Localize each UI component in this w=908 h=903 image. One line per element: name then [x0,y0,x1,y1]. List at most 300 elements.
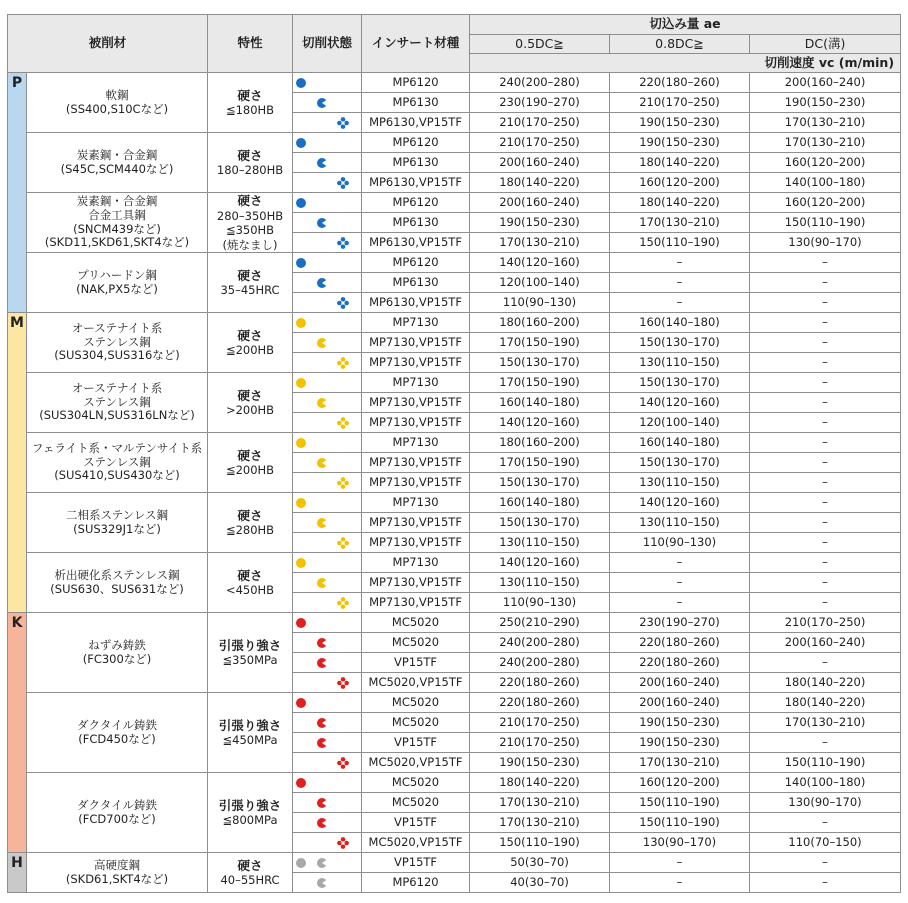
condition-icons [293,793,361,812]
cutting-speed-value: – [750,553,901,573]
text-line: (焼なまし) [222,237,278,252]
cutting-condition [293,533,362,553]
insert-grade: MP7130,VP15TF [362,533,470,553]
header-material: 被削材 [8,15,208,73]
cutting-speed-value: 140(120–160) [470,413,610,433]
insert-grade: VP15TF [362,813,470,833]
full-slot-icon [295,137,307,149]
condition-icons [293,413,361,432]
cutting-speed-value: 220(180–260) [610,633,750,653]
cutting-condition [293,733,362,753]
cutting-condition [293,253,362,273]
cutting-condition [293,493,362,513]
cutting-speed-value: 170(130–210) [610,753,750,773]
insert-grade: MP6120 [362,133,470,153]
work-material [27,773,208,853]
text-line: 硬さ [237,147,263,163]
insert-grade: MP7130 [362,553,470,573]
full-slot-icon [295,697,307,709]
text-line: ≦180HB [225,103,275,118]
text-line: 硬さ [237,267,263,283]
cutting-speed-value: 240(200–280) [470,73,610,93]
cutting-speed-value: – [610,853,750,873]
text-line: ≦200HB [225,463,275,478]
cutting-condition [293,393,362,413]
cutting-speed-value: 110(90–130) [610,533,750,553]
cutting-speed-value: 200(160–240) [470,153,610,173]
cutting-speed-value: 150(130–170) [610,333,750,353]
material-property [208,613,293,693]
table-row [8,193,901,213]
work-material [27,313,208,373]
work-material [27,373,208,433]
condition-icons [293,113,361,132]
text-line: 引張り強さ [218,637,282,653]
cutting-speed-value: 130(110–150) [470,573,610,593]
insert-grade: MC5020 [362,773,470,793]
text-line: ≦450MPa [222,733,278,748]
cutting-speed-value: 170(130–210) [470,793,610,813]
insert-grade: MP7130,VP15TF [362,353,470,373]
cutting-speed-value: 160(120–200) [750,153,901,173]
text-line: >200HB [225,403,275,418]
cutting-speed-value: 240(200–280) [470,653,610,673]
work-material [27,133,208,193]
condition-icons [293,633,361,652]
full-slot-icon [295,557,307,569]
text-line: 硬さ [237,857,263,873]
cutting-condition [293,513,362,533]
cutting-speed-value: 180(140–220) [470,173,610,193]
full-slot-icon [295,197,307,209]
cutting-condition [293,93,362,113]
side-milling-icon [316,657,328,669]
text-line: 硬さ [237,327,263,343]
text-line: ステンレス鋼 [83,334,151,349]
header-depth-col: 0.8DC≧ [610,35,750,54]
text-line: 硬さ [237,507,263,523]
cutting-speed-value: 180(140–220) [470,773,610,793]
interrupted-cut-icon [337,417,349,429]
cutting-speed-value: 170(130–210) [610,213,750,233]
insert-grade: MC5020 [362,633,470,653]
condition-icons [293,833,361,852]
condition-icons [293,293,361,312]
text-line: ねずみ鋳鉄 [88,637,146,652]
cutting-speed-value: – [610,573,750,593]
condition-icons [293,133,361,152]
text-line: オーステナイト系 [71,380,163,395]
cutting-condition [293,453,362,473]
cutting-speed-value: 160(120–200) [610,173,750,193]
cutting-speed-value: 200(160–240) [750,73,901,93]
cutting-condition [293,193,362,213]
cutting-speed-value: – [750,573,901,593]
table-row [8,773,901,793]
text-line: (SKD11,SKD61,SKT4など) [44,235,190,250]
text-line: ≦280HB [225,523,275,538]
condition-icons [293,393,361,412]
interrupted-cut-icon [337,677,349,689]
cutting-speed-value: 130(110–150) [470,533,610,553]
text-line: 35–45HRC [220,283,280,298]
table-row [8,433,901,453]
condition-icons [293,493,361,512]
material-group-H: H [8,853,27,893]
insert-grade: MP6130 [362,273,470,293]
side-milling-icon [316,737,328,749]
condition-icons [293,813,361,832]
cutting-speed-value: – [750,353,901,373]
cutting-speed-value: 140(100–180) [750,173,901,193]
cutting-speed-value: 170(130–210) [470,233,610,253]
cutting-speed-value: – [750,273,901,293]
condition-icons [293,173,361,192]
text-line: 280–350HB [216,208,284,223]
work-material [27,253,208,313]
insert-grade: MP6120 [362,873,470,893]
table-row [8,133,901,153]
condition-icons [293,353,361,372]
cutting-speed-value: 130(90–170) [610,833,750,853]
cutting-speed-value: 170(130–210) [750,713,901,733]
header-insert: インサート材種 [362,15,470,73]
cutting-speed-value: 120(100–140) [470,273,610,293]
work-material [27,193,208,253]
cutting-speed-value: 190(150–230) [750,93,901,113]
text-line: 炭素鋼・合金鋼 [76,193,158,208]
text-line: 硬さ [237,193,263,209]
cutting-speed-value: – [610,253,750,273]
text-line: ダクタイル鋳鉄 [76,717,158,732]
cutting-speed-value: – [750,313,901,333]
cutting-speed-value: – [750,513,901,533]
cutting-condition [293,433,362,453]
text-line: フェライト系・マルテンサイト系 [31,440,203,455]
cutting-speed-value: 150(110–190) [610,233,750,253]
cutting-speed-value: 220(180–260) [470,693,610,713]
condition-icons [293,873,361,892]
cutting-condition [293,593,362,613]
insert-grade: MP7130 [362,313,470,333]
cutting-speed-value: 150(130–170) [470,473,610,493]
side-milling-icon [316,877,328,889]
text-line: (FCD700など) [78,811,156,826]
cutting-condition [293,273,362,293]
insert-grade: MP6130,VP15TF [362,233,470,253]
condition-icons [293,253,361,272]
side-milling-icon [316,797,328,809]
condition-icons [293,653,361,672]
insert-grade: MP7130,VP15TF [362,453,470,473]
insert-grade: MP6130,VP15TF [362,173,470,193]
cutting-speed-value: 170(150–190) [470,453,610,473]
cutting-speed-value: 150(110–190) [750,753,901,773]
material-property [208,773,293,853]
cutting-condition [293,713,362,733]
cutting-speed-value: 40(30–70) [470,873,610,893]
insert-grade: VP15TF [362,853,470,873]
text-line: ステンレス鋼 [83,454,151,469]
cutting-speed-value: 140(100–180) [750,773,901,793]
cutting-speed-value: 170(150–190) [470,333,610,353]
insert-grade: MP7130,VP15TF [362,593,470,613]
insert-grade: MP6120 [362,193,470,213]
cutting-conditions-table [7,14,901,893]
cutting-condition [293,333,362,353]
cutting-speed-value: 200(160–240) [750,633,901,653]
interrupted-cut-icon [337,177,349,189]
insert-grade: MC5020,VP15TF [362,833,470,853]
insert-grade: MP6120 [362,73,470,93]
work-material [27,693,208,773]
condition-icons [293,93,361,112]
cutting-condition [293,753,362,773]
condition-icons [293,73,361,92]
text-line: (SUS304LN,SUS316LNなど) [39,408,195,423]
text-line: (SS400,S10Cなど) [65,101,169,116]
cutting-speed-value: 170(130–210) [470,813,610,833]
insert-grade: MP7130,VP15TF [362,573,470,593]
header-condition: 切削状態 [293,15,362,73]
table-row [8,613,901,633]
cutting-speed-value: – [750,433,901,453]
cutting-speed-value: – [750,493,901,513]
insert-grade: VP15TF [362,653,470,673]
text-line: ダクタイル鋳鉄 [76,797,158,812]
material-property [208,133,293,193]
text-line: 二相系ステンレス鋼 [65,507,169,522]
material-property [208,73,293,133]
cutting-speed-value: – [750,393,901,413]
text-line: (NAK,PX5など) [76,281,158,296]
table-row [8,853,901,873]
cutting-speed-value: 240(200–280) [470,633,610,653]
full-slot-icon [295,377,307,389]
text-line: 硬さ [237,87,263,103]
cutting-condition [293,873,362,893]
cutting-speed-value: 200(160–240) [470,193,610,213]
cutting-speed-value: – [750,373,901,393]
insert-grade: MP7130,VP15TF [362,473,470,493]
text-line: 軟鋼 [105,87,129,102]
cutting-speed-value: 160(140–180) [470,393,610,413]
cutting-speed-value: 170(130–210) [750,133,901,153]
insert-grade: MP6130 [362,153,470,173]
cutting-speed-value: – [750,813,901,833]
material-property [208,493,293,553]
interrupted-cut-icon [337,597,349,609]
header-depth-group: 切込み量 ae [470,15,901,35]
cutting-condition [293,793,362,813]
material-group-K: K [8,613,27,853]
side-milling-icon [316,717,328,729]
cutting-speed-value: 160(140–180) [610,433,750,453]
table-row [8,553,901,573]
text-line: ≦800MPa [222,813,278,828]
cutting-speed-value: 220(180–260) [470,673,610,693]
cutting-condition [293,413,362,433]
cutting-speed-value: 180(160–200) [470,313,610,333]
full-slot-icon [295,437,307,449]
cutting-speed-value: 210(170–250) [750,613,901,633]
table-row [8,73,901,93]
text-line: (S45C,SCM440など) [60,161,174,176]
work-material [27,853,208,893]
cutting-condition [293,353,362,373]
insert-grade: MC5020 [362,693,470,713]
text-line: ステンレス鋼 [83,394,151,409]
insert-grade: MP6130 [362,213,470,233]
interrupted-cut-icon [337,537,349,549]
condition-icons [293,273,361,292]
cutting-speed-value: 50(30–70) [470,853,610,873]
cutting-speed-value: 170(150–190) [470,373,610,393]
side-milling-icon [316,517,328,529]
cutting-speed-value: 210(170–250) [470,113,610,133]
cutting-speed-value: 120(100–140) [610,413,750,433]
insert-grade: MP7130,VP15TF [362,393,470,413]
text-line: 40–55HRC [220,873,280,888]
cutting-speed-value: 130(90–170) [750,793,901,813]
insert-grade: MC5020 [362,713,470,733]
text-line: (SUS410,SUS430など) [54,468,180,483]
cutting-speed-value: 190(150–230) [610,133,750,153]
text-line: 180–280HB [216,163,284,178]
cutting-condition [293,133,362,153]
insert-grade: MP6120 [362,253,470,273]
side-milling-icon [316,157,328,169]
work-material [27,553,208,613]
cutting-speed-value: 130(110–150) [610,513,750,533]
work-material [27,433,208,493]
cutting-condition [293,773,362,793]
material-property [208,313,293,373]
side-milling-icon [316,577,328,589]
cutting-speed-value: 160(120–200) [610,773,750,793]
cutting-condition [293,553,362,573]
cutting-speed-value: – [750,253,901,273]
cutting-speed-value: – [610,873,750,893]
insert-grade: MP7130,VP15TF [362,333,470,353]
condition-icons [293,673,361,692]
cutting-speed-value: 150(110–190) [610,793,750,813]
cutting-speed-value: – [750,873,901,893]
cutting-condition [293,233,362,253]
text-line: 硬さ [237,447,263,463]
cutting-speed-value: 110(90–130) [470,293,610,313]
interrupted-cut-icon [337,477,349,489]
cutting-speed-value: 150(130–170) [470,353,610,373]
material-group-M: M [8,313,27,613]
cutting-speed-value: 230(190–270) [610,613,750,633]
side-milling-icon [316,97,328,109]
material-property [208,433,293,493]
cutting-speed-value: 190(150–230) [470,753,610,773]
cutting-speed-value: 180(140–220) [610,193,750,213]
cutting-speed-value: 210(170–250) [470,733,610,753]
cutting-speed-value: 220(180–260) [610,653,750,673]
cutting-condition [293,673,362,693]
material-property [208,553,293,613]
cutting-speed-value: – [610,553,750,573]
insert-grade: VP15TF [362,733,470,753]
condition-icons [293,213,361,232]
condition-icons [293,313,361,332]
table-row [8,693,901,713]
full-slot-icon [295,857,307,869]
condition-icons [293,333,361,352]
text-line: <450HB [225,583,275,598]
condition-icons [293,773,361,792]
text-line: (SUS630、SUS631など) [50,581,184,596]
cutting-speed-value: 180(140–220) [610,153,750,173]
cutting-condition [293,813,362,833]
condition-icons [293,853,361,872]
cutting-speed-value: 180(140–220) [750,673,901,693]
text-line: 高硬度鋼 [94,857,140,872]
cutting-condition [293,833,362,853]
text-line: 引張り強さ [218,797,282,813]
cutting-speed-value: 130(90–170) [750,233,901,253]
full-slot-icon [295,777,307,789]
cutting-speed-value: 160(120–200) [750,193,901,213]
cutting-speed-value: 150(110–190) [470,833,610,853]
cutting-speed-value: – [750,453,901,473]
cutting-speed-value: 200(160–240) [610,673,750,693]
condition-icons [293,533,361,552]
condition-icons [293,433,361,452]
insert-grade: MP7130 [362,433,470,453]
text-line: ≦200HB [225,343,275,358]
material-property [208,253,293,313]
insert-grade: MP7130,VP15TF [362,513,470,533]
side-milling-icon [316,397,328,409]
condition-icons [293,473,361,492]
table-row [8,373,901,393]
header-property: 特性 [208,15,293,73]
cutting-speed-value: 150(130–170) [610,453,750,473]
cutting-speed-value: 170(130–210) [750,113,901,133]
condition-icons [293,713,361,732]
header-depth-col: DC(溝) [750,35,901,54]
condition-icons [293,693,361,712]
cutting-condition [293,653,362,673]
insert-grade: MP6130,VP15TF [362,113,470,133]
interrupted-cut-icon [337,837,349,849]
insert-grade: MP6130 [362,93,470,113]
condition-icons [293,573,361,592]
text-line: ≦350HB [225,223,275,238]
side-milling-icon [316,857,328,869]
full-slot-icon [295,497,307,509]
text-line: 炭素鋼・合金鋼 [76,147,158,162]
cutting-speed-value: 150(130–170) [470,513,610,533]
condition-icons [293,453,361,472]
interrupted-cut-icon [337,357,349,369]
table-row [8,493,901,513]
condition-icons [293,733,361,752]
cutting-condition [293,373,362,393]
cutting-speed-value: 230(190–270) [470,93,610,113]
cutting-speed-value: 210(170–250) [470,133,610,153]
condition-icons [293,753,361,772]
cutting-speed-value: 190(150–230) [470,213,610,233]
text-line: オーステナイト系 [71,320,163,335]
cutting-condition [293,73,362,93]
text-line: 引張り強さ [218,717,282,733]
text-line: (SKD61,SKT4など) [65,871,169,886]
